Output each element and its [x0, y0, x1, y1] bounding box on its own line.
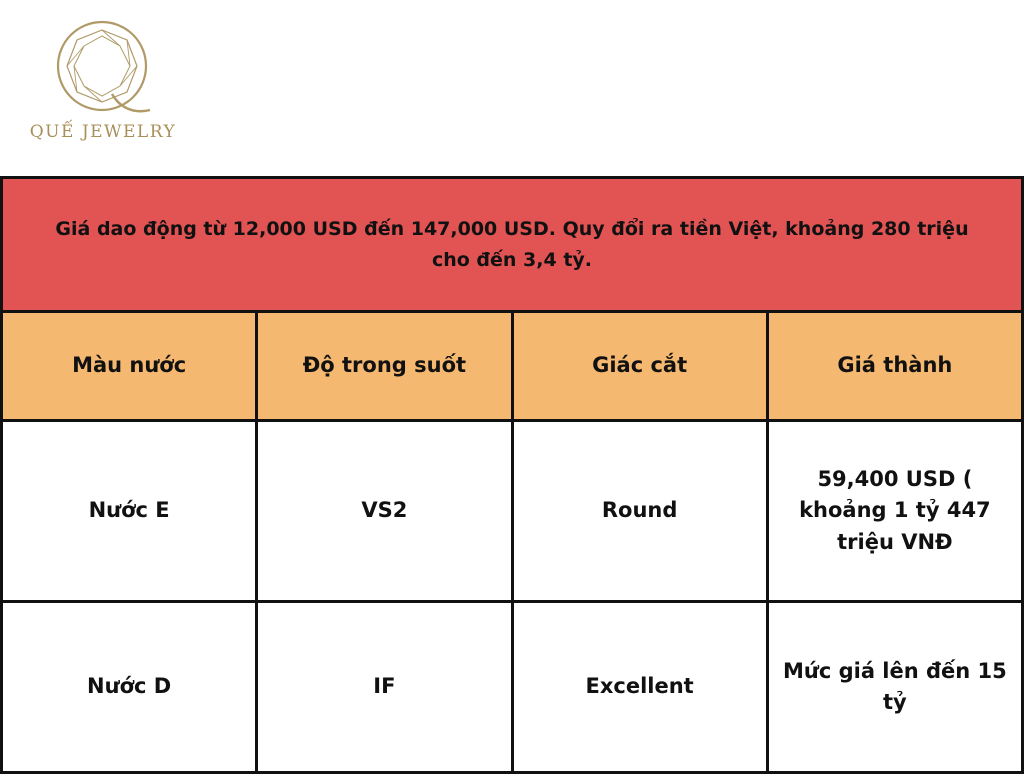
- brand-logo: [18, 14, 188, 154]
- table-cell-cut: Round: [512, 421, 767, 602]
- brand-name: QUẾ JEWELRY: [29, 122, 177, 142]
- table-cell-color: Nước D: [2, 602, 257, 773]
- table-cell-clarity: IF: [257, 602, 512, 773]
- column-header-price: Giá thành: [767, 312, 1022, 421]
- price-table: [0, 176, 1024, 774]
- column-header-cut: Giác cắt: [512, 312, 767, 421]
- column-header-clarity: Độ trong suốt: [257, 312, 512, 421]
- table-cell-price: Mức giá lên đến 15 tỷ: [767, 602, 1022, 773]
- column-header-color: Màu nước: [2, 312, 257, 421]
- banner-row: [2, 178, 1023, 312]
- table-cell-cut: Excellent: [512, 602, 767, 773]
- table-row: [2, 602, 1023, 773]
- banner-text: Giá dao động từ 12,000 USD đến 147,000 USD. Quy đổi ra tiền Việt, khoảng 280 triệu cho đến 3,4 tỷ.: [2, 178, 1023, 312]
- diamond-q-icon: [50, 16, 158, 120]
- table-header-row: [2, 312, 1023, 421]
- table-cell-price: 59,400 USD ( khoảng 1 tỷ 447 triệu VNĐ: [767, 421, 1022, 602]
- table-row: [2, 421, 1023, 602]
- table-cell-clarity: VS2: [257, 421, 512, 602]
- table-cell-color: Nước E: [2, 421, 257, 602]
